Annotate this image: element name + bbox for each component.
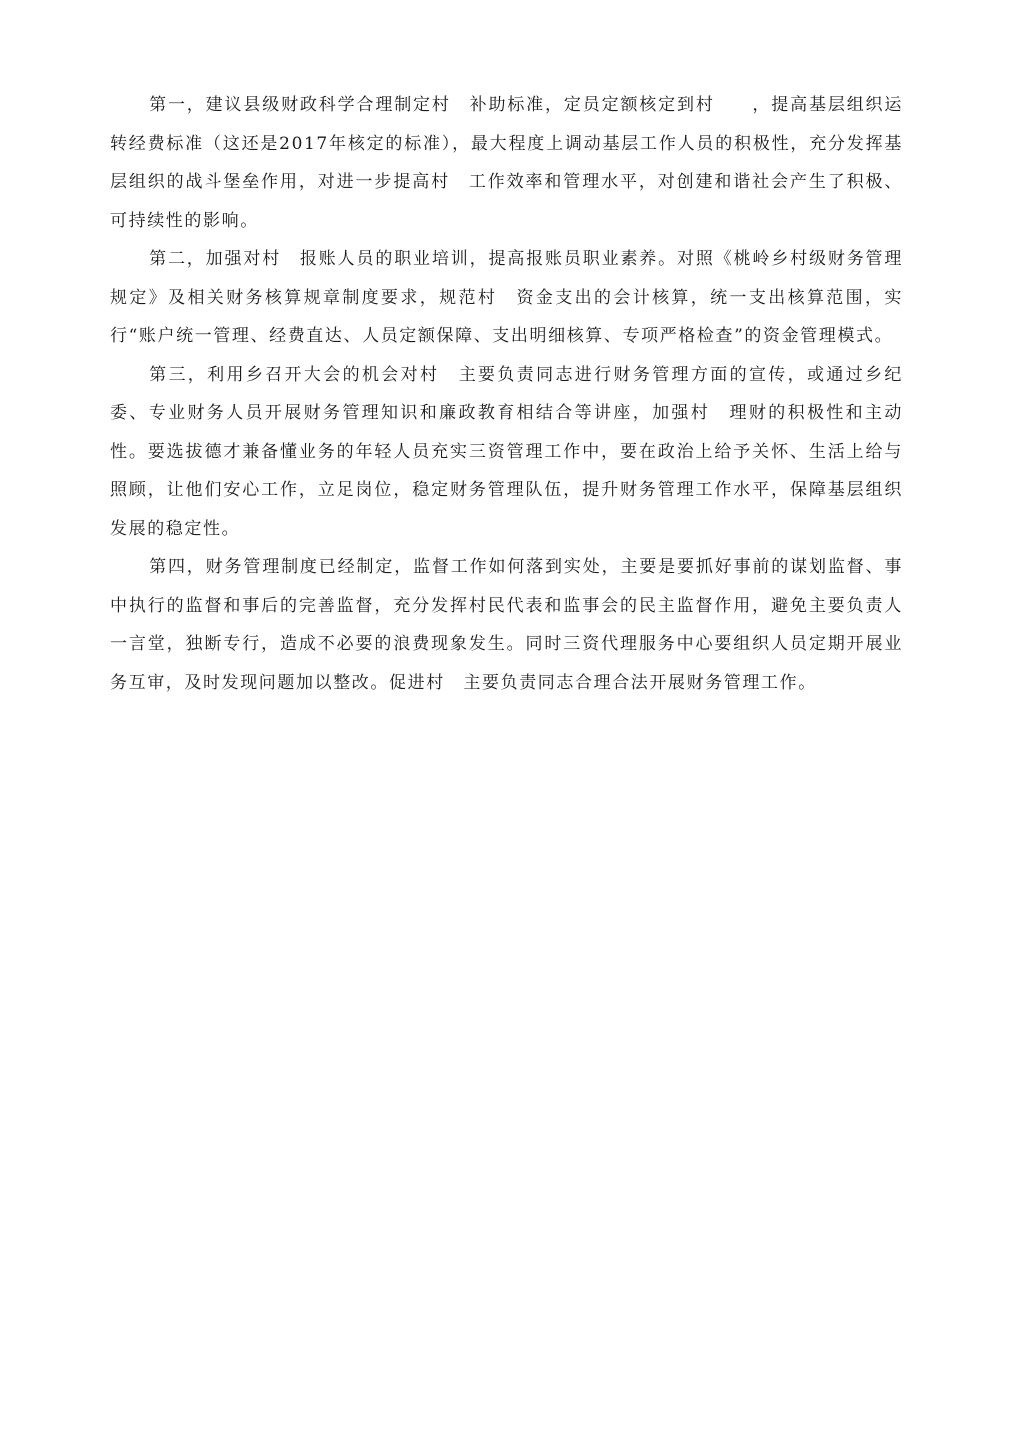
- paragraph-1: 第一，建议县级财政科学合理制定村 补助标准，定员定额核定到村 ，提高基层组织运转经费标准（这还是2017年核定的标准），最大程度上调动基层工作人员的积极性，充分发挥基层组织的战斗堡垒作用，对进一步提高村 工作效率和管理水平，对创建和谐社会产生了积极、可持续性的影响。: [110, 95, 903, 231]
- document-body: [110, 86, 903, 702]
- paragraph-4: 第四，财务管理制度已经制定，监督工作如何落到实处，主要是要抓好事前的谋划监督、事中执行的监督和事后的完善监督，充分发挥村民代表和监事会的民主监督作用，避免主要负责人一言堂，独断专行，造成不必要的浪费现象发生。同时三资代理服务中心要组织人员定期开展业务互审，及时发现问题加以整改。促进村 主要负责同志合理合法开展财务管理工作。: [110, 557, 903, 693]
- paragraph-3: 第三，利用乡召开大会的机会对村 主要负责同志进行财务管理方面的宣传，或通过乡纪委、专业财务人员开展财务管理知识和廉政教育相结合等讲座，加强村 理财的积极性和主动性。要选拔德才兼备懂业务的年轻人员充实三资管理工作中，要在政治上给予关怀、生活上给与照顾，让他们安心工作，立足岗位，稳定财务管理队伍，提升财务管理工作水平，保障基层组织发展的稳定性。: [110, 364, 903, 539]
- paragraph-2: 第二，加强对村 报账人员的职业培训，提高报账员职业素养。对照《桃岭乡村级财务管理规定》及相关财务核算规章制度要求，规范村 资金支出的会计核算，统一支出核算范围，实行“账户统一管理、经费直达、人员定额保障、支出明细核算、专项严格检查”的资金管理模式。: [110, 249, 903, 346]
